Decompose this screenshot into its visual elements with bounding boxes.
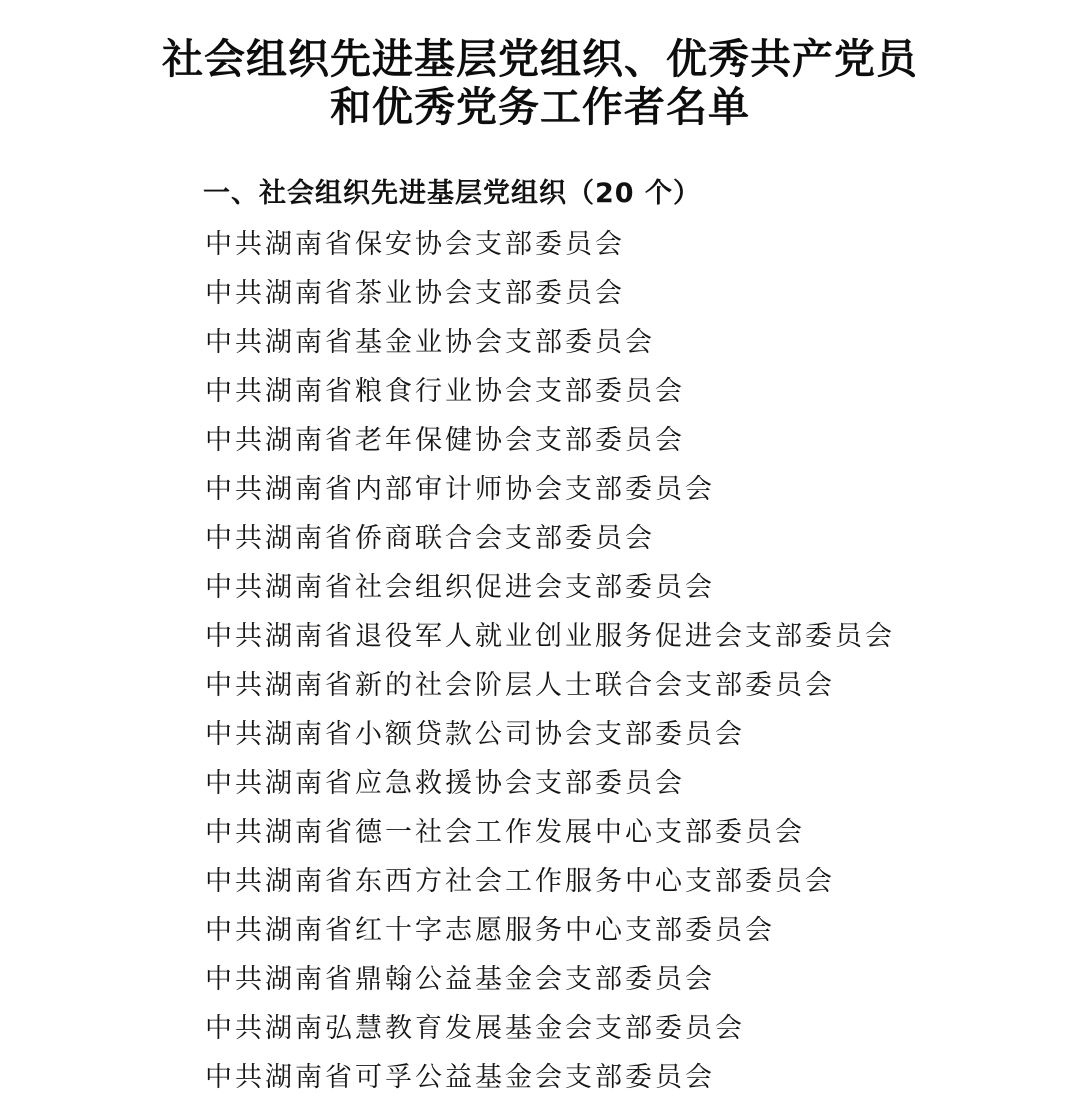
- organization-item: 中共湖南省新的社会阶层人士联合会支部委员会: [205, 670, 835, 701]
- organization-item: 中共湖南省茶业协会支部委员会: [205, 278, 625, 309]
- organization-item: 中共湖南省应急救援协会支部委员会: [205, 768, 685, 799]
- organization-item: 中共湖南弘慧教育发展基金会支部委员会: [205, 1013, 745, 1044]
- organization-item: 中共湖南省红十字志愿服务中心支部委员会: [205, 915, 775, 946]
- organization-item: 中共湖南省鼎翰公益基金会支部委员会: [205, 964, 715, 995]
- organization-item: 中共湖南省基金业协会支部委员会: [205, 327, 655, 358]
- organization-item: 中共湖南省保安协会支部委员会: [205, 229, 625, 260]
- organization-item: 中共湖南省可孚公益基金会支部委员会: [205, 1062, 715, 1093]
- document-title-line-1: 社会组织先进基层党组织、优秀共产党员: [162, 35, 918, 83]
- section-heading: 一、社会组织先进基层党组织（20 个）: [203, 178, 701, 209]
- organization-item: 中共湖南省小额贷款公司协会支部委员会: [205, 719, 745, 750]
- organization-item: 中共湖南省退役军人就业创业服务促进会支部委员会: [205, 621, 895, 652]
- organization-item: 中共湖南省内部审计师协会支部委员会: [205, 474, 715, 505]
- organization-item: 中共湖南省社会组织促进会支部委员会: [205, 572, 715, 603]
- document-title-line-2: 和优秀党务工作者名单: [330, 83, 750, 131]
- organization-list: [205, 220, 895, 1102]
- organization-item: 中共湖南省粮食行业协会支部委员会: [205, 376, 685, 407]
- organization-item: 中共湖南省老年保健协会支部委员会: [205, 425, 685, 456]
- organization-item: 中共湖南省德一社会工作发展中心支部委员会: [205, 817, 805, 848]
- organization-item: 中共湖南省侨商联合会支部委员会: [205, 523, 655, 554]
- organization-item: 中共湖南省东西方社会工作服务中心支部委员会: [205, 866, 835, 897]
